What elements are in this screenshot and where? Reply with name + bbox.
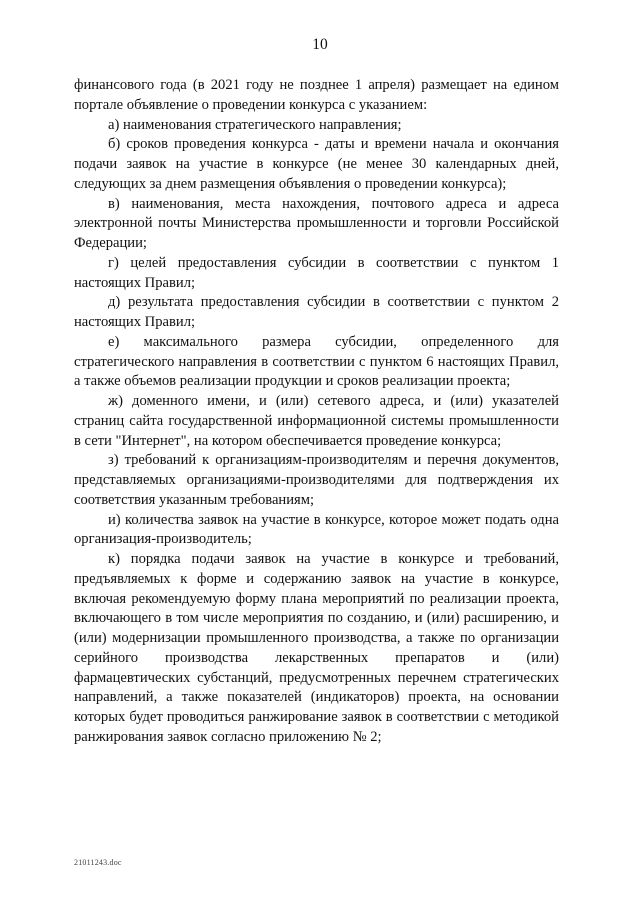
paragraph-item-v: в) наименования, места нахождения, почтового адреса и адреса электронной почты Министерства промышленности и торговли Российской Федерации; [74, 195, 559, 251]
paragraph-item-d: д) результата предоставления субсидии в соответствии с пунктом 2 настоящих Правил; [74, 294, 559, 330]
paragraph-item-g: г) целей предоставления субсидии в соответствии с пунктом 1 настоящих Правил; [74, 254, 559, 291]
document-body [74, 76, 559, 748]
page-number: 10 [312, 36, 328, 53]
paragraph-item-z: з) требований к организациям-производителям и перечня документов, представляемых организациями-производителями для подтверждения их соответствия указанным требованиям; [74, 452, 559, 508]
document-footer-code: 21011243.doc [74, 858, 122, 867]
paragraph-item-i: и) количества заявок на участие в конкурсе, которое может подать одна организация-производитель; [74, 511, 559, 548]
paragraph-intro: финансового года (в 2021 году не позднее 1 апреля) размещает на едином портале объявление о проведении конкурса с указанием: [74, 77, 559, 113]
paragraph-item-a: а) наименования стратегического направления; [108, 116, 402, 133]
paragraph-item-b: б) сроков проведения конкурса - даты и времени начала и окончания подачи заявок на участие в конкурсе (не менее 30 календарных дней, следующих за днем размещения объявления о проведении конкурса); [74, 136, 559, 192]
paragraph-item-e: е) максимального размера субсидии, определенного для стратегического направления в соответствии с пунктом 6 настоящих Правил, а также объемов реализации продукции и сроков реализации проекта; [74, 333, 559, 390]
paragraph-item-zh: ж) доменного имени, и (или) сетевого адреса, и (или) указателей страниц сайта государственной информационной системы промышленности в сети "Интернет", на котором обеспечивается проведение конкурса; [74, 393, 559, 449]
paragraph-item-k: к) порядка подачи заявок на участие в конкурсе и требований, предъявляемых к форме и содержанию заявок на участие в конкурсе, включая рекомендуемую форму плана мероприятий по реализации проекта, включающего в том числе мероприятия по созданию, и (или) расширению, и (или) модернизации промышленного производства, а также по организации серийного производства лекарственных препаратов и (или) фармацевтических субстанций, предусмотренных перечнем стратегических направлений, а также показателей (индикаторов) проекта, на основании которых будет проводиться ранжирование заявок в соответствии с методикой ранжирования заявок согласно приложению № 2; [74, 551, 559, 745]
